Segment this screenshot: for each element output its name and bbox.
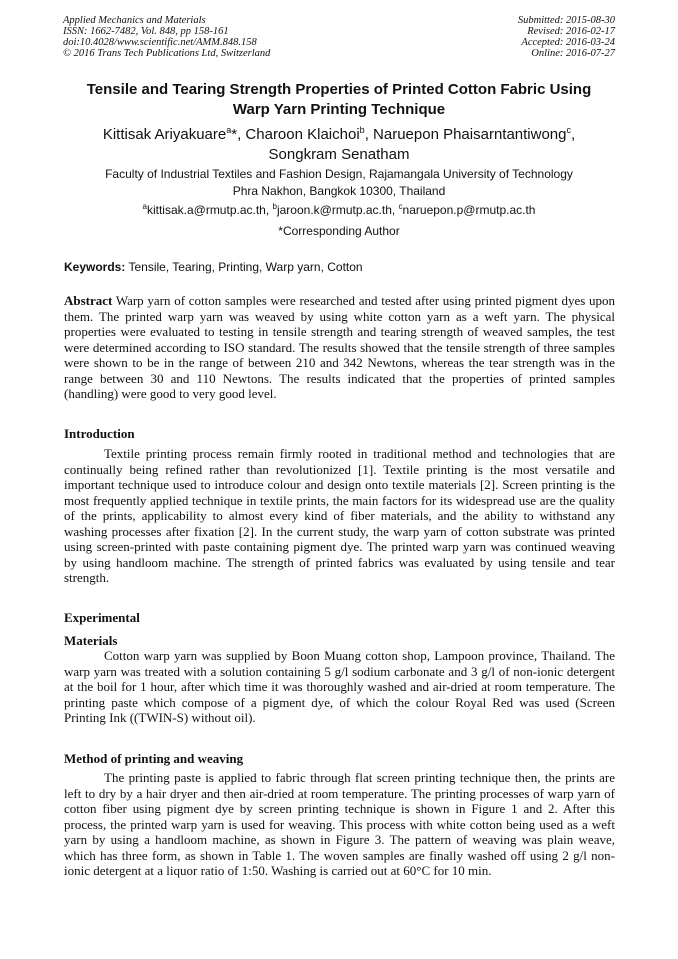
author-4: Songkram Senatham: [268, 146, 410, 163]
method-heading: Method of printing and weaving: [64, 751, 244, 766]
date-submitted: Submitted: 2015-08-30: [517, 15, 615, 26]
abstract-paragraph: [64, 293, 615, 402]
author-1-sup: a: [226, 125, 232, 135]
author-sep-2: ,: [364, 126, 374, 143]
abstract-label: Abstract: [64, 293, 113, 308]
email-a: kittisak.a@rmutp.ac.th,: [146, 203, 273, 217]
materials-section: [64, 648, 615, 726]
experimental-heading: Experimental: [64, 610, 140, 625]
journal-copyright: © 2016 Trans Tech Publications Ltd, Switzerland: [63, 48, 271, 59]
introduction-section: [64, 446, 615, 586]
journal-header-left: [63, 15, 270, 59]
author-2: Charoon Klaichoi: [245, 126, 360, 143]
author-2-sup: b: [359, 125, 365, 135]
abstract-text: Warp yarn of cotton samples were researched and tested after using printed pigment dyes upon them. The printed warp yarn was weaved by using white cotton yarn as a weft yarn. The physical properties were evaluated to testing in tensile strength and tearing strength of weaved samples, the test were determined according to ISO standard. The results showed that the tensile strength of three samples were shown to be in the range of between 210 and 342 Newtons, whereas the tear strength was in the range between 30 and 110 Newtons. The results indicated that the properties of printed samples (handling) were good to very good level.: [64, 293, 615, 402]
materials-text: Cotton warp yarn was supplied by Boon Muang cotton shop, Lampoon province, Thailand. The warp yarn was treated with a solution containing 5 g/l sodium carbonate and 3 g/l of non-ionic detergent at the boil for 1 hour, after which time it was thoroughly washed and air-dried at room temperature. The printing paste which compose of a pigment dye, of which the colour Royal Red was used (Screen Printing Ink ((TWIN-S) without oil).: [64, 648, 615, 726]
materials-heading: Materials: [64, 633, 118, 648]
method-text: The printing paste is applied to fabric through flat screen printing technique then, the prints are left to dry by a hair dryer and then air-dried at room temperature. The printing processes of warp yarn of cotton fiber using pigment dye by screen printing technique is shown in Figure 1 and 2. After this process, the printed warp yarn is used for weaving. This process with white cotton being used as a weft yarn by using a handloom machine, as shown in Figure 3. The pattern of weaving was plain weave, which has three form, as shown in Table 1. The woven samples are finally washed off using 2 g/l non-ionic detergent at a liquor ratio of 1:50. Washing is carried out at 60°C for 10 min.: [64, 770, 615, 879]
author-emails: [40, 203, 638, 218]
journal-header-right: [518, 15, 615, 59]
keywords-list: Tensile, Tearing, Printing, Warp yarn, Cotton: [125, 260, 363, 274]
email-a-sup: a: [142, 202, 147, 211]
introduction-text: Textile printing process remain firmly rooted in traditional method and technologies that are continually being refined rather than revolutionized [1]. Textile printing is the most versatile and important technique used to introduce colour and design onto textile materials [2]. Screen printing is the most frequently applied technique in textile prints, the main factors for its widespread use are the quality of the prints, applicability to almost every kind of fiber materials, and the ability to withstand any washing processes after fixation [2]. In the current study, the warp yarn of cotton substrate was printed using screen-printed with paste containing pigment dye. The printed warp yarn was continued weaving by using handloom machine. The strength of printed fabrics was evaluated by using tensile and tear strength.: [64, 446, 615, 586]
date-accepted: Accepted: 2016-03-24: [521, 37, 615, 48]
method-section: [64, 770, 615, 879]
keywords-label: Keywords:: [64, 260, 126, 274]
journal-issn: ISSN: 1662-7482, Vol. 848, pp 158-161: [63, 26, 229, 37]
author-3: Naruepon Phaisarntantiwong: [373, 126, 567, 143]
author-list: [40, 125, 638, 165]
email-c: naruepon.p@rmutp.ac.th: [402, 203, 536, 217]
journal-name: Applied Mechanics and Materials: [63, 15, 206, 26]
date-online: Online: 2016-07-27: [531, 48, 615, 59]
author-1-star: *,: [231, 126, 246, 143]
author-1: Kittisak Ariyakuare: [102, 126, 227, 143]
abstract: [64, 293, 615, 402]
author-3-sup: c: [566, 125, 571, 135]
author-line-1: [40, 125, 638, 145]
affiliation: [40, 166, 638, 200]
email-b: jaroon.k@rmutp.ac.th,: [276, 203, 399, 217]
email-c-sup: c: [398, 202, 403, 211]
keywords: [64, 260, 624, 275]
date-revised: Revised: 2016-02-17: [527, 26, 615, 37]
corresponding-author-note: *Corresponding Author: [278, 224, 400, 238]
author-sep-3: ,: [571, 126, 576, 143]
affiliation-line-2: Phra Nakhon, Bangkok 10300, Thailand: [232, 184, 446, 198]
affiliation-line-1: Faculty of Industrial Textiles and Fashion Design, Rajamangala University of Technology: [105, 167, 573, 181]
journal-doi: doi:10.4028/www.scientific.net/AMM.848.158: [63, 37, 257, 48]
paper-title: [40, 80, 638, 120]
paper-title-line-1: Tensile and Tearing Strength Properties of Printed Cotton Fabric Using: [86, 81, 592, 98]
paper-title-line-2: Warp Yarn Printing Technique: [232, 101, 446, 118]
introduction-heading: Introduction: [64, 426, 135, 441]
email-b-sup: b: [272, 202, 277, 211]
